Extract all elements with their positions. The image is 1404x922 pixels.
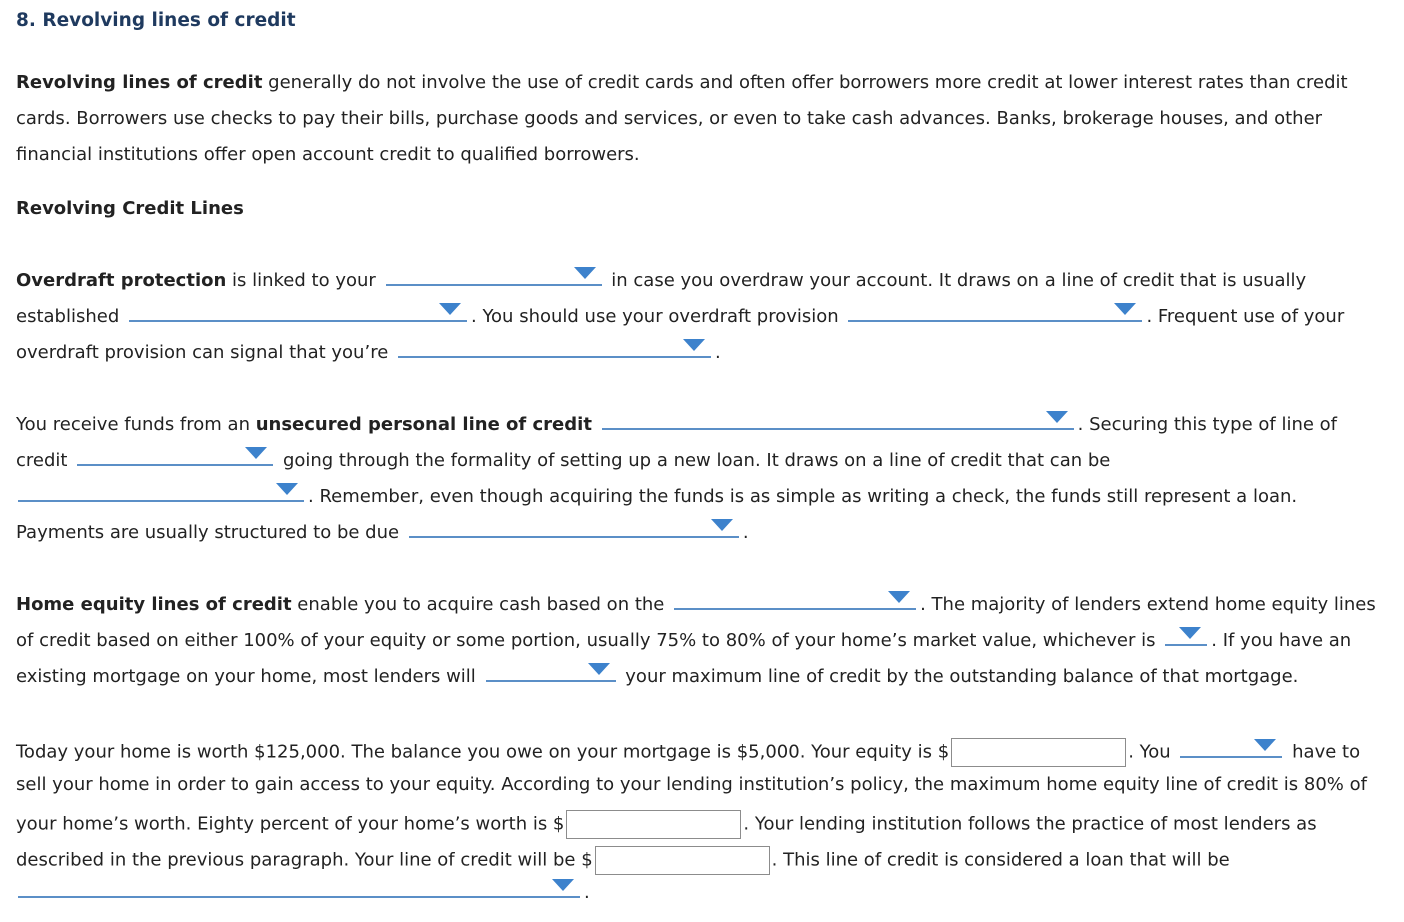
- sell-home-dropdown[interactable]: [1180, 742, 1282, 758]
- unsecured-text-1: You receive funds from an: [16, 414, 256, 435]
- intro-line-1: [16, 72, 1348, 94]
- calc-line-1: [16, 738, 1360, 767]
- chevron-down-icon: [888, 591, 910, 603]
- unsecured-text-5: . Remember, even though acquiring the funds is as simple as writing a check, the funds still represent a loan.: [308, 486, 1298, 507]
- unsecured-text-2: . Securing this type of line of: [1077, 414, 1338, 435]
- home-equity-text-2: . The majority of lenders extend home equity lines: [920, 594, 1376, 615]
- overdraft-text-2: in case you overdraw your account. It draws on a line of credit that is usually: [611, 270, 1307, 291]
- overdraft-text-4: . You should use your overdraft provision: [471, 306, 839, 327]
- calc-text-7: described in the previous paragraph. Your line of credit will be $: [16, 849, 593, 871]
- unsecured-text-4: going through the formality of setting up a new loan. It draws on a line of credit that can be: [282, 450, 1111, 471]
- unsecured-line-3: [16, 486, 1297, 508]
- chevron-down-icon: [574, 267, 596, 279]
- eighty-percent-input[interactable]: [566, 810, 741, 839]
- chevron-down-icon: [276, 483, 298, 495]
- overdraft-established-dropdown[interactable]: [129, 306, 467, 322]
- unsecured-drawn-dropdown[interactable]: [18, 486, 304, 502]
- overdraft-line-1: [16, 270, 1306, 292]
- chevron-down-icon: [683, 339, 705, 351]
- unsecured-payments-dropdown[interactable]: [409, 522, 739, 538]
- home-equity-text-6: your maximum line of credit by the outstanding balance of that mortgage.: [625, 666, 1299, 687]
- calc-line-4: [16, 846, 1230, 875]
- unsecured-line-2: [16, 450, 1110, 472]
- overdraft-signal-dropdown[interactable]: [398, 342, 711, 358]
- home-equity-text-5: existing mortgage on your home, most lenders will: [16, 666, 476, 687]
- unsecured-bold: unsecured personal line of credit: [255, 414, 592, 435]
- overdraft-bold: Overdraft protection: [16, 270, 227, 291]
- chevron-down-icon: [1179, 627, 1201, 639]
- home-equity-line-1: [16, 594, 1376, 616]
- overdraft-line-3: [16, 342, 721, 364]
- overdraft-text-7: .: [715, 342, 721, 363]
- equity-input[interactable]: [951, 738, 1126, 767]
- chevron-down-icon: [588, 663, 610, 675]
- chevron-down-icon: [1114, 303, 1136, 315]
- chevron-down-icon: [1254, 739, 1276, 751]
- calc-line-5: [16, 882, 590, 904]
- unsecured-text-3: credit: [16, 450, 68, 471]
- section-heading: Revolving Credit Lines: [16, 198, 244, 219]
- intro-bold: Revolving lines of credit: [16, 72, 263, 93]
- overdraft-text-3: established: [16, 306, 120, 327]
- overdraft-linked-dropdown[interactable]: [386, 270, 602, 286]
- home-equity-basis-dropdown[interactable]: [674, 594, 916, 610]
- loan-type-dropdown[interactable]: [18, 882, 580, 898]
- unsecured-text-6: Payments are usually structured to be due: [16, 522, 400, 543]
- overdraft-text-6: overdraft provision can signal that you’re: [16, 342, 389, 363]
- home-equity-text-1: enable you to acquire cash based on the: [291, 594, 665, 615]
- home-equity-text-3: of credit based on either 100% of your equity or some portion, usually 75% to 80% of your home’s market value, whichever is: [16, 630, 1156, 651]
- calc-text-5: your home’s worth. Eighty percent of your home’s worth is $: [16, 813, 565, 835]
- unsecured-funds-dropdown[interactable]: [602, 414, 1074, 430]
- home-equity-line-3: [16, 666, 1298, 688]
- unsecured-line-1: [16, 414, 1337, 436]
- page-title: 8. Revolving lines of credit: [16, 10, 296, 31]
- line-of-credit-input[interactable]: [595, 846, 770, 875]
- home-equity-text-4: . If you have an: [1211, 630, 1352, 651]
- unsecured-securing-dropdown[interactable]: [77, 450, 273, 466]
- overdraft-text-1: is linked to your: [226, 270, 376, 291]
- intro-text: generally do not involve the use of credit cards and often offer borrowers more credit at lower interest rates than credit: [262, 72, 1348, 93]
- calc-text-8: . This line of credit is considered a loan that will be: [771, 849, 1230, 871]
- home-equity-bold: Home equity lines of credit: [16, 594, 292, 615]
- calc-text-9: .: [584, 882, 590, 903]
- chevron-down-icon: [711, 519, 733, 531]
- calc-text-2: . You: [1128, 741, 1171, 763]
- home-equity-line-2: [16, 630, 1351, 652]
- calc-text-3: have to: [1292, 741, 1361, 763]
- chevron-down-icon: [439, 303, 461, 315]
- overdraft-text-5: . Frequent use of your: [1146, 306, 1345, 327]
- calc-text-1: Today your home is worth $125,000. The balance you owe on your mortgage is $5,000. Your equity is $: [16, 741, 950, 763]
- home-equity-lenders-dropdown[interactable]: [486, 666, 616, 682]
- home-equity-whichever-dropdown[interactable]: [1165, 630, 1207, 646]
- calc-text-6: . Your lending institution follows the practice of most lenders as: [743, 813, 1317, 835]
- chevron-down-icon: [552, 879, 574, 891]
- calc-line-2: sell your home in order to gain access to your equity. According to your lending institution’s policy, the maximum home equity line of credit is 80% of: [16, 774, 1367, 795]
- unsecured-text-7: .: [742, 522, 749, 543]
- calc-line-3: [16, 810, 1317, 839]
- overdraft-usage-dropdown[interactable]: [848, 306, 1142, 322]
- chevron-down-icon: [245, 447, 267, 459]
- unsecured-line-4: [16, 522, 749, 544]
- chevron-down-icon: [1046, 411, 1068, 423]
- intro-line-2: cards. Borrowers use checks to pay their bills, purchase goods and services, or even to take cash advances. Banks, brokerage houses, and other: [16, 108, 1323, 129]
- overdraft-line-2: [16, 306, 1344, 328]
- intro-line-3: financial institutions offer open account credit to qualified borrowers.: [16, 144, 640, 165]
